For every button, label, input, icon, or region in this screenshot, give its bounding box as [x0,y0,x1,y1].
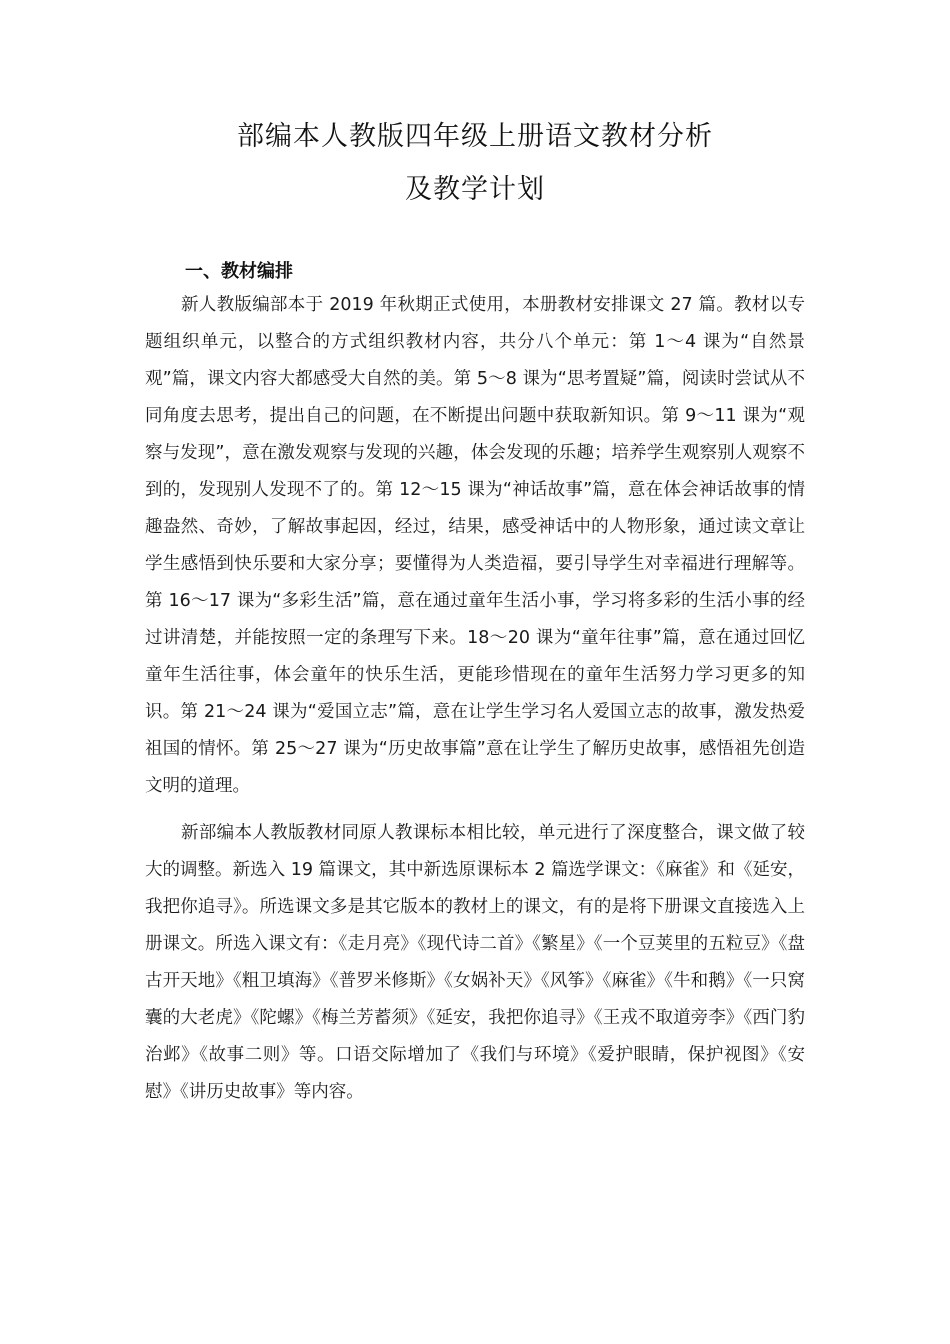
title-line-1: 部编本人教版四年级上册语文教材分析 [237,121,713,152]
paragraph-1: 新人教版编部本于 2019 年秋期正式使用，本册教材安排课文 27 篇。教材以专题组织单元，以整合的方式组织教材内容，共分八个单元：第 1～4 课为“自然景观”篇，课文内容大都感受大自然的美。第 5～8 课为“思考置疑”篇，阅读时尝试从不同角度去思考，提出自己的问题，在不断提出问题中获取新知识。第 9～11 课为“观察与发现”，意在激发观察与发现的兴趣，体会发现的乐趣；培养学生观察别人观察不到的，发现别人发现不了的。第 12～15 课为“神话故事”篇，意在体会神话故事的情趣盎然、奇妙，了解故事起因，经过，结果，感受神话中的人物形象，通过读文章让学生感悟到快乐要和大家分享；要懂得为人类造福，要引导学生对幸福进行理解等。第 16～17 课为“多彩生活”篇，意在通过童年生活小事，学习将多彩的生活小事的经过讲清楚，并能按照一定的条理写下来。18～20 课为“童年往事”篇，意在通过回忆童年生活往事，体会童年的快乐生活，更能珍惜现在的童年生活努力学习更多的知识。第 21～24 课为“爱国立志”篇，意在让学生学习名人爱国立志的故事，激发热爱祖国的情怀。第 25～27 课为“历史故事篇”意在让学生了解历史故事，感悟祖先创造文明的道理。 [145,295,805,796]
title-line-2: 及教学计划 [405,174,545,205]
document-title [0,110,950,216]
paragraph-2: 新部编本人教版教材同原人教课标本相比较，单元进行了深度整合，课文做了较大的调整。新选入 19 篇课文，其中新选原课标本 2 篇选学课文：《麻雀》和《延安，我把你追寻》。所选课文多是其它版本的教材上的课文，有的是将下册课文直接选入上册课文。所选入课文有：《走月亮》《现代诗二首》《繁星》《一个豆荚里的五粒豆》《盘古开天地》《粗卫填海》《普罗米修斯》《女娲补天》《风筝》《麻雀》《牛和鹅》《一只窝囊的大老虎》《陀螺》《梅兰芳蓄须》《延安，我把你追寻》《王戎不取道旁李》《西门豹治邺》《故事二则》等。口语交际增加了《我们与环境》《爱护眼睛，保护视图》《安慰》《讲历史故事》等内容。 [145,823,805,1102]
section-heading: 一、教材编排 [185,261,293,282]
body-text [145,287,805,1111]
